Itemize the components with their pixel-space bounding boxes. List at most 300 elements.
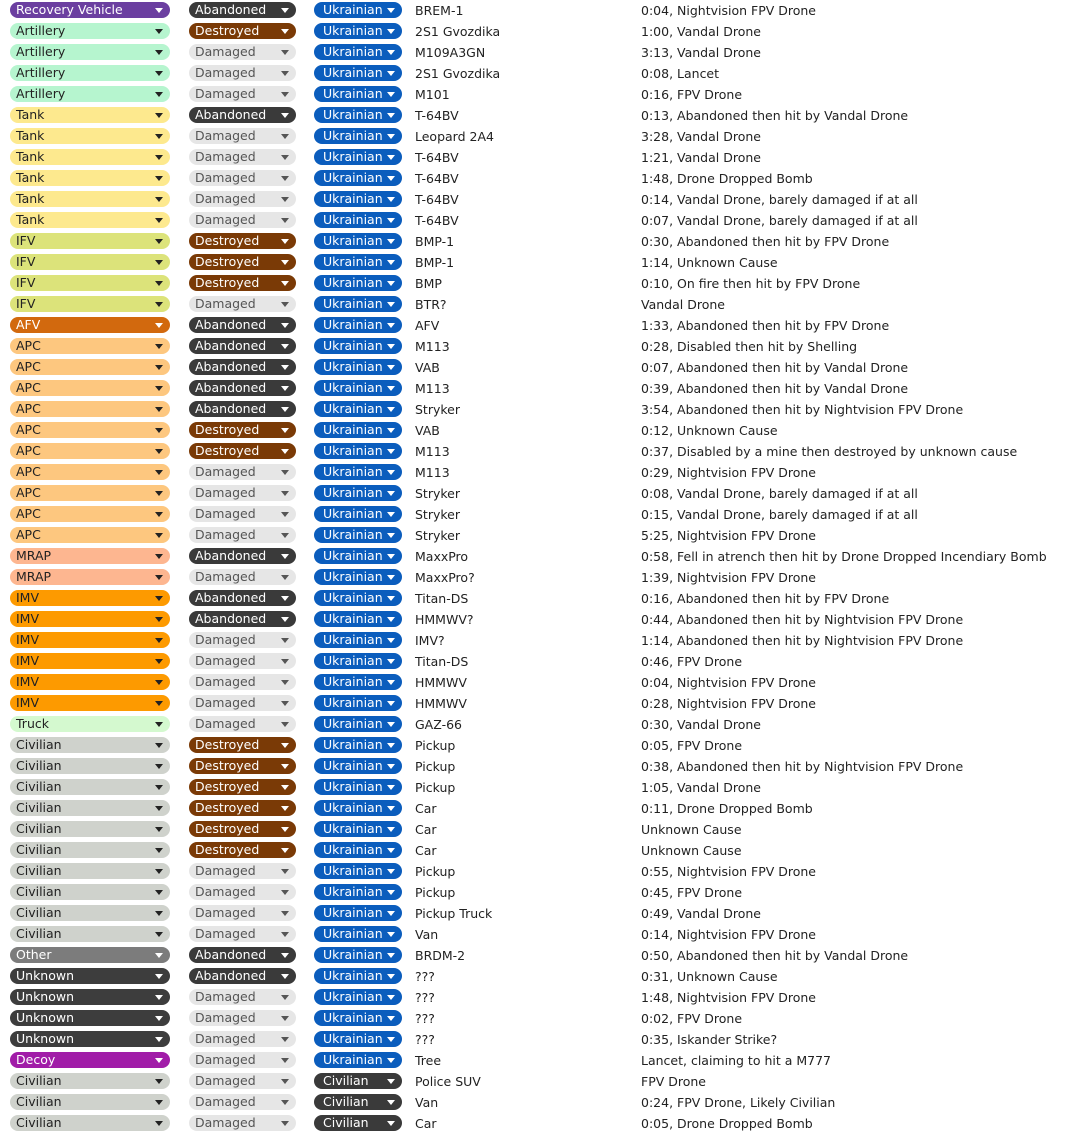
status-select[interactable] <box>189 779 296 795</box>
type-select[interactable] <box>10 317 170 333</box>
status-select[interactable] <box>189 191 296 207</box>
owner-select[interactable] <box>314 758 402 774</box>
status-select-label: Destroyed <box>195 821 260 836</box>
status-select[interactable] <box>189 842 296 858</box>
type-select[interactable] <box>10 233 170 249</box>
type-select-label: IFV <box>16 254 36 269</box>
status-select-label: Damaged <box>195 170 256 185</box>
chevron-down-icon <box>281 659 289 664</box>
type-select[interactable] <box>10 905 170 921</box>
chevron-down-icon <box>281 764 289 769</box>
owner-select-label: Civilian <box>323 1094 369 1109</box>
owner-select[interactable] <box>314 44 402 60</box>
description-cell: 0:15, Vandal Drone, barely damaged if at all <box>641 507 918 522</box>
chevron-down-icon <box>155 911 163 916</box>
type-select[interactable] <box>10 170 170 186</box>
description-cell: 1:05, Vandal Drone <box>641 780 761 795</box>
owner-select[interactable] <box>314 905 402 921</box>
model-cell: M113 <box>415 444 450 459</box>
status-select[interactable] <box>189 296 296 312</box>
type-select[interactable] <box>10 380 170 396</box>
type-select[interactable] <box>10 506 170 522</box>
owner-select[interactable] <box>314 779 402 795</box>
type-select[interactable] <box>10 422 170 438</box>
table-row <box>0 1029 1083 1050</box>
type-select[interactable] <box>10 44 170 60</box>
status-select[interactable] <box>189 1052 296 1068</box>
type-select[interactable] <box>10 65 170 81</box>
owner-select[interactable] <box>314 296 402 312</box>
owner-select[interactable] <box>314 821 402 837</box>
owner-select[interactable] <box>314 422 402 438</box>
status-select-label: Destroyed <box>195 443 260 458</box>
type-select[interactable] <box>10 695 170 711</box>
type-select[interactable] <box>10 212 170 228</box>
table-row <box>0 231 1083 252</box>
type-select[interactable] <box>10 989 170 1005</box>
status-select[interactable] <box>189 23 296 39</box>
type-select[interactable] <box>10 338 170 354</box>
owner-select[interactable] <box>314 149 402 165</box>
owner-select[interactable] <box>314 653 402 669</box>
owner-select-label: Ukrainian <box>323 212 383 227</box>
owner-select[interactable] <box>314 527 402 543</box>
description-cell: 0:28, Disabled then hit by Shelling <box>641 339 858 354</box>
status-select[interactable] <box>189 1010 296 1026</box>
owner-select[interactable] <box>314 1031 402 1047</box>
status-select[interactable] <box>189 674 296 690</box>
owner-select-label: Civilian <box>323 1115 369 1130</box>
chevron-down-icon <box>155 974 163 979</box>
type-select-label: APC <box>16 443 41 458</box>
table-row <box>0 756 1083 777</box>
description-cell: 0:28, Nightvision FPV Drone <box>641 696 816 711</box>
owner-select[interactable] <box>314 674 402 690</box>
owner-select[interactable] <box>314 947 402 963</box>
description-cell: 0:10, On fire then hit by FPV Drone <box>641 276 861 291</box>
status-select-label: Abandoned <box>195 2 267 17</box>
status-select[interactable] <box>189 359 296 375</box>
description-cell: 0:16, Abandoned then hit by FPV Drone <box>641 591 890 606</box>
owner-select[interactable] <box>314 695 402 711</box>
owner-select[interactable] <box>314 611 402 627</box>
type-select[interactable] <box>10 443 170 459</box>
type-select[interactable] <box>10 296 170 312</box>
status-select[interactable] <box>189 863 296 879</box>
chevron-down-icon <box>387 512 395 517</box>
type-select[interactable] <box>10 926 170 942</box>
description-cell: 0:14, Vandal Drone, barely damaged if at all <box>641 192 918 207</box>
type-select-label: Civilian <box>16 737 62 752</box>
owner-select-label: Ukrainian <box>323 926 383 941</box>
type-select[interactable] <box>10 275 170 291</box>
type-select-label: APC <box>16 359 41 374</box>
chevron-down-icon <box>387 638 395 643</box>
status-select[interactable] <box>189 275 296 291</box>
model-cell: Police SUV <box>415 1074 481 1089</box>
model-cell: T-64BV <box>415 213 459 228</box>
owner-select[interactable] <box>314 968 402 984</box>
description-cell: 3:54, Abandoned then hit by Nightvision FPV Drone <box>641 402 964 417</box>
table-row <box>0 966 1083 987</box>
type-select-label: AFV <box>16 317 41 332</box>
chevron-down-icon <box>387 995 395 1000</box>
type-select[interactable] <box>10 149 170 165</box>
chevron-down-icon <box>155 407 163 412</box>
type-select[interactable] <box>10 401 170 417</box>
type-select-label: Decoy <box>16 1052 56 1067</box>
chevron-down-icon <box>387 701 395 706</box>
model-cell: 2S1 Gvozdika <box>415 66 501 81</box>
status-select[interactable] <box>189 1094 296 1110</box>
type-select[interactable] <box>10 1010 170 1026</box>
owner-select[interactable] <box>314 233 402 249</box>
owner-select[interactable] <box>314 632 402 648</box>
description-cell: 1:21, Vandal Drone <box>641 150 761 165</box>
owner-select-label: Ukrainian <box>323 1052 383 1067</box>
owner-select[interactable] <box>314 1052 402 1068</box>
description-cell: 0:04, Nightvision FPV Drone <box>641 675 816 690</box>
status-select[interactable] <box>189 380 296 396</box>
owner-select[interactable] <box>314 65 402 81</box>
status-select[interactable] <box>189 2 296 18</box>
description-cell: 1:00, Vandal Drone <box>641 24 761 39</box>
status-select[interactable] <box>189 485 296 501</box>
model-cell: Stryker <box>415 528 460 543</box>
owner-select[interactable] <box>314 1010 402 1026</box>
owner-select-label: Ukrainian <box>323 674 383 689</box>
type-select-label: Tank <box>16 149 45 164</box>
status-select[interactable] <box>189 506 296 522</box>
status-select[interactable] <box>189 464 296 480</box>
status-select[interactable] <box>189 926 296 942</box>
status-select[interactable] <box>189 737 296 753</box>
status-select[interactable] <box>189 401 296 417</box>
chevron-down-icon <box>281 1121 289 1126</box>
model-cell: T-64BV <box>415 171 459 186</box>
status-select[interactable] <box>189 65 296 81</box>
type-select[interactable] <box>10 569 170 585</box>
description-cell: Vandal Drone <box>641 297 725 312</box>
table-row <box>0 168 1083 189</box>
chevron-down-icon <box>155 239 163 244</box>
description-cell: 0:11, Drone Dropped Bomb <box>641 801 813 816</box>
status-select[interactable] <box>189 632 296 648</box>
type-select[interactable] <box>10 191 170 207</box>
status-select[interactable] <box>189 695 296 711</box>
chevron-down-icon <box>281 407 289 412</box>
owner-select-label: Ukrainian <box>323 695 383 710</box>
description-cell: 0:13, Abandoned then hit by Vandal Drone <box>641 108 909 123</box>
description-cell: 1:14, Unknown Cause <box>641 255 778 270</box>
status-select[interactable] <box>189 590 296 606</box>
owner-select[interactable] <box>314 128 402 144</box>
owner-select-label: Ukrainian <box>323 65 383 80</box>
status-select-label: Destroyed <box>195 422 260 437</box>
owner-select[interactable] <box>314 863 402 879</box>
table-row <box>0 777 1083 798</box>
chevron-down-icon <box>155 701 163 706</box>
status-select[interactable] <box>189 107 296 123</box>
status-select-label: Damaged <box>195 569 256 584</box>
status-select-label: Damaged <box>195 1010 256 1025</box>
type-select[interactable] <box>10 359 170 375</box>
type-select[interactable] <box>10 632 170 648</box>
type-select[interactable] <box>10 1031 170 1047</box>
model-cell: Stryker <box>415 486 460 501</box>
status-select[interactable] <box>189 548 296 564</box>
model-cell: HMMWV <box>415 675 467 690</box>
type-select[interactable] <box>10 653 170 669</box>
table-row <box>0 588 1083 609</box>
owner-select[interactable] <box>314 800 402 816</box>
type-select-label: IMV <box>16 653 40 668</box>
type-select-label: Tank <box>16 107 45 122</box>
owner-select[interactable] <box>314 23 402 39</box>
type-select[interactable] <box>10 842 170 858</box>
owner-select-label: Ukrainian <box>323 905 383 920</box>
chevron-down-icon <box>155 848 163 853</box>
owner-select-label: Ukrainian <box>323 23 383 38</box>
type-select-label: Civilian <box>16 779 62 794</box>
chevron-down-icon <box>387 596 395 601</box>
type-select[interactable] <box>10 485 170 501</box>
chevron-down-icon <box>155 302 163 307</box>
chevron-down-icon <box>387 491 395 496</box>
table-row <box>0 21 1083 42</box>
owner-select[interactable] <box>314 737 402 753</box>
owner-select[interactable] <box>314 380 402 396</box>
type-select[interactable] <box>10 23 170 39</box>
owner-select[interactable] <box>314 464 402 480</box>
chevron-down-icon <box>155 386 163 391</box>
chevron-down-icon <box>387 680 395 685</box>
status-select[interactable] <box>189 947 296 963</box>
model-cell: BREM-1 <box>415 3 464 18</box>
chevron-down-icon <box>387 764 395 769</box>
status-select[interactable] <box>189 422 296 438</box>
type-select[interactable] <box>10 1094 170 1110</box>
type-select[interactable] <box>10 527 170 543</box>
chevron-down-icon <box>387 365 395 370</box>
owner-select[interactable] <box>314 842 402 858</box>
type-select-label: IFV <box>16 296 36 311</box>
type-select[interactable] <box>10 2 170 18</box>
type-select[interactable] <box>10 716 170 732</box>
owner-select[interactable] <box>314 443 402 459</box>
status-select-label: Abandoned <box>195 611 267 626</box>
status-select[interactable] <box>189 968 296 984</box>
type-select[interactable] <box>10 611 170 627</box>
owner-select[interactable] <box>314 212 402 228</box>
owner-select[interactable] <box>314 275 402 291</box>
owner-select[interactable] <box>314 548 402 564</box>
status-select[interactable] <box>189 317 296 333</box>
status-select[interactable] <box>189 1073 296 1089</box>
chevron-down-icon <box>155 1058 163 1063</box>
owner-select-label: Ukrainian <box>323 233 383 248</box>
type-select-label: Tank <box>16 128 45 143</box>
owner-select[interactable] <box>314 1115 402 1131</box>
owner-select[interactable] <box>314 485 402 501</box>
type-select[interactable] <box>10 779 170 795</box>
status-select[interactable] <box>189 611 296 627</box>
status-select[interactable] <box>189 569 296 585</box>
status-select-label: Damaged <box>195 989 256 1004</box>
type-select-label: Artillery <box>16 44 66 59</box>
status-select[interactable] <box>189 233 296 249</box>
type-select[interactable] <box>10 590 170 606</box>
owner-select[interactable] <box>314 191 402 207</box>
chevron-down-icon <box>387 617 395 622</box>
status-select[interactable] <box>189 989 296 1005</box>
chevron-down-icon <box>155 449 163 454</box>
status-select[interactable] <box>189 905 296 921</box>
type-select-label: Unknown <box>16 1031 75 1046</box>
table-row <box>0 0 1083 21</box>
chevron-down-icon <box>281 1100 289 1105</box>
owner-select[interactable] <box>314 926 402 942</box>
table-row <box>0 1050 1083 1071</box>
model-cell: T-64BV <box>415 108 459 123</box>
model-cell: Pickup <box>415 780 456 795</box>
type-select[interactable] <box>10 128 170 144</box>
type-select[interactable] <box>10 821 170 837</box>
status-select-label: Damaged <box>195 527 256 542</box>
model-cell: M109A3GN <box>415 45 486 60</box>
owner-select[interactable] <box>314 401 402 417</box>
status-select[interactable] <box>189 149 296 165</box>
chevron-down-icon <box>281 638 289 643</box>
chevron-down-icon <box>387 197 395 202</box>
type-select[interactable] <box>10 107 170 123</box>
type-select-label: Civilian <box>16 1094 62 1109</box>
owner-select[interactable] <box>314 506 402 522</box>
type-select[interactable] <box>10 800 170 816</box>
owner-select[interactable] <box>314 1094 402 1110</box>
owner-select-label: Ukrainian <box>323 716 383 731</box>
description-cell: 0:07, Abandoned then hit by Vandal Drone <box>641 360 909 375</box>
status-select[interactable] <box>189 884 296 900</box>
status-select[interactable] <box>189 800 296 816</box>
chevron-down-icon <box>281 470 289 475</box>
type-select[interactable] <box>10 548 170 564</box>
owner-select-label: Ukrainian <box>323 884 383 899</box>
chevron-down-icon <box>155 596 163 601</box>
chevron-down-icon <box>155 176 163 181</box>
owner-select[interactable] <box>314 884 402 900</box>
status-select[interactable] <box>189 212 296 228</box>
status-select[interactable] <box>189 44 296 60</box>
status-select[interactable] <box>189 821 296 837</box>
owner-select[interactable] <box>314 107 402 123</box>
status-select[interactable] <box>189 1115 296 1131</box>
table-row <box>0 294 1083 315</box>
status-select[interactable] <box>189 716 296 732</box>
owner-select-label: Ukrainian <box>323 422 383 437</box>
chevron-down-icon <box>281 218 289 223</box>
type-select[interactable] <box>10 1115 170 1131</box>
table-row <box>0 567 1083 588</box>
type-select-label: Civilian <box>16 1073 62 1088</box>
status-select-label: Abandoned <box>195 947 267 962</box>
type-select[interactable] <box>10 884 170 900</box>
status-select[interactable] <box>189 254 296 270</box>
chevron-down-icon <box>281 617 289 622</box>
status-select[interactable] <box>189 653 296 669</box>
model-cell: ??? <box>415 969 435 984</box>
owner-select[interactable] <box>314 86 402 102</box>
type-select-label: APC <box>16 380 41 395</box>
type-select[interactable] <box>10 1052 170 1068</box>
owner-select[interactable] <box>314 2 402 18</box>
description-cell: Lancet, claiming to hit a M777 <box>641 1053 831 1068</box>
type-select[interactable] <box>10 464 170 480</box>
status-select-label: Damaged <box>195 464 256 479</box>
status-select[interactable] <box>189 86 296 102</box>
owner-select-label: Ukrainian <box>323 1010 383 1025</box>
owner-select[interactable] <box>314 569 402 585</box>
owner-select[interactable] <box>314 317 402 333</box>
owner-select[interactable] <box>314 590 402 606</box>
table-row <box>0 126 1083 147</box>
owner-select[interactable] <box>314 1073 402 1089</box>
table-row <box>0 609 1083 630</box>
description-cell: 0:46, FPV Drone <box>641 654 743 669</box>
owner-select[interactable] <box>314 254 402 270</box>
table-row <box>0 252 1083 273</box>
status-select[interactable] <box>189 758 296 774</box>
status-select[interactable] <box>189 338 296 354</box>
type-select-label: Civilian <box>16 758 62 773</box>
owner-select-label: Ukrainian <box>323 149 383 164</box>
table-row <box>0 315 1083 336</box>
type-select[interactable] <box>10 863 170 879</box>
owner-select[interactable] <box>314 716 402 732</box>
type-select[interactable] <box>10 968 170 984</box>
type-select[interactable] <box>10 254 170 270</box>
type-select[interactable] <box>10 86 170 102</box>
table-row <box>0 147 1083 168</box>
status-select[interactable] <box>189 170 296 186</box>
type-select[interactable] <box>10 674 170 690</box>
owner-select[interactable] <box>314 338 402 354</box>
status-select[interactable] <box>189 128 296 144</box>
description-cell: 0:08, Lancet <box>641 66 720 81</box>
chevron-down-icon <box>281 1037 289 1042</box>
chevron-down-icon <box>281 365 289 370</box>
chevron-down-icon <box>155 1016 163 1021</box>
table-row <box>0 714 1083 735</box>
owner-select-label: Ukrainian <box>323 380 383 395</box>
type-select[interactable] <box>10 947 170 963</box>
owner-select[interactable] <box>314 359 402 375</box>
type-select[interactable] <box>10 758 170 774</box>
status-select-label: Damaged <box>195 653 256 668</box>
owner-select[interactable] <box>314 170 402 186</box>
status-select[interactable] <box>189 443 296 459</box>
status-select[interactable] <box>189 1031 296 1047</box>
type-select[interactable] <box>10 1073 170 1089</box>
owner-select[interactable] <box>314 989 402 1005</box>
type-select[interactable] <box>10 737 170 753</box>
description-cell: 0:35, Iskander Strike? <box>641 1032 778 1047</box>
chevron-down-icon <box>155 743 163 748</box>
chevron-down-icon <box>387 134 395 139</box>
owner-select-label: Ukrainian <box>323 527 383 542</box>
owner-select-label: Ukrainian <box>323 758 383 773</box>
status-select[interactable] <box>189 527 296 543</box>
